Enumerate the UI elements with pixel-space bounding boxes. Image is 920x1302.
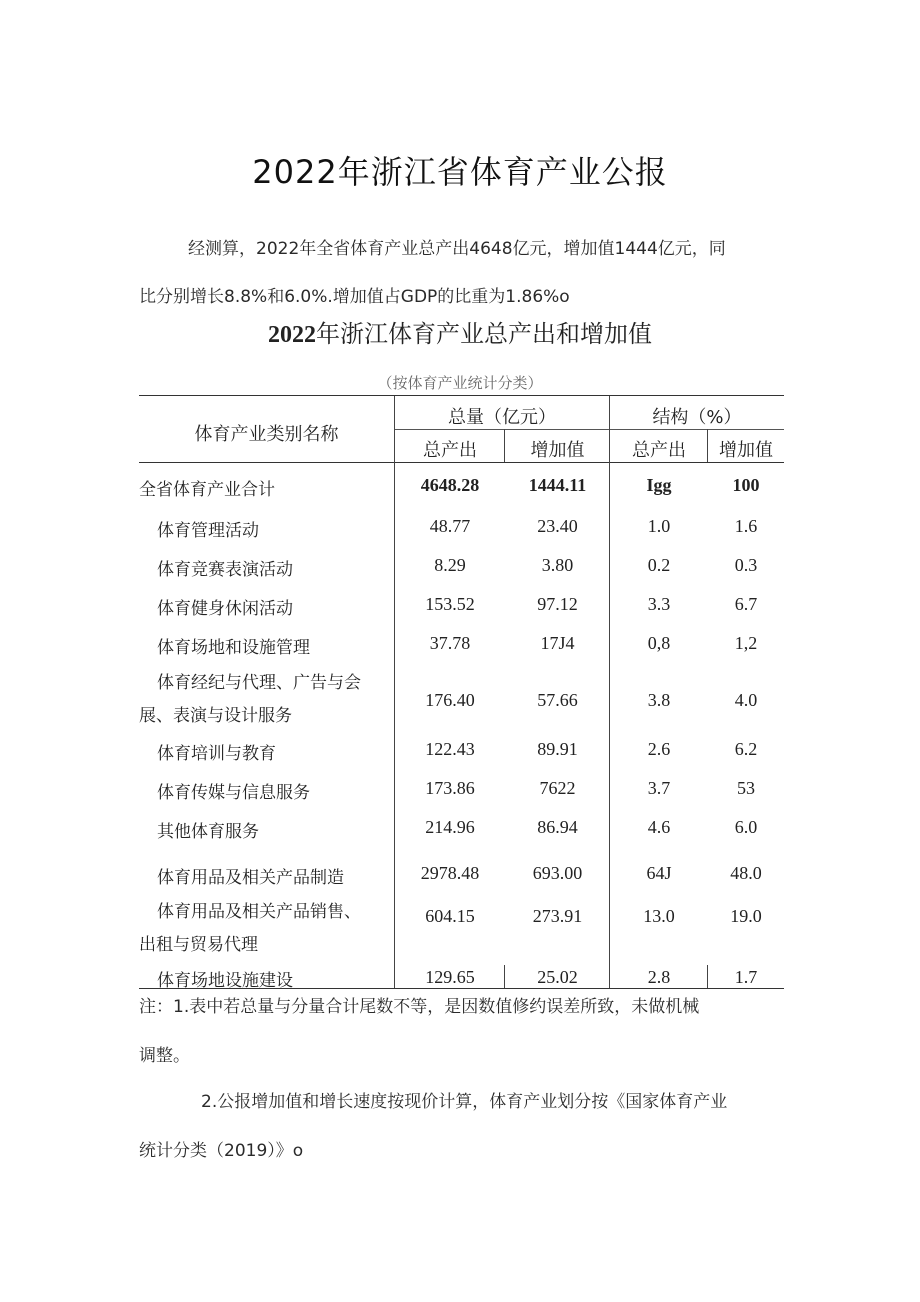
cell-added: 3.80 [541, 555, 574, 575]
row-label: 体育传媒与信息服务 [157, 783, 310, 803]
note-2-line-2: 统计分类（2019）》o [139, 1141, 304, 1161]
table-title [0, 314, 920, 349]
cell-struct-output: 13.0 [643, 906, 675, 926]
cell-struct-added: 1,2 [734, 633, 758, 653]
cell-added: 273.91 [532, 906, 583, 926]
cell-struct-output: 2.8 [647, 967, 671, 987]
table-subheader-rule [395, 429, 784, 430]
cell-struct-output: 64J [646, 863, 672, 883]
table-top-rule [139, 395, 784, 396]
cell-output: 4648.28 [420, 475, 480, 495]
cell-struct-added: 1.7 [734, 967, 758, 987]
cell-added: 97.12 [537, 594, 578, 614]
cell-added: 7622 [539, 778, 576, 798]
cell-added: 86.94 [537, 817, 578, 837]
cell-struct-added: 100 [732, 475, 760, 495]
cell-struct-added: 53 [737, 778, 755, 798]
cell-added: 17J4 [540, 633, 575, 653]
cell-added: 89.91 [537, 739, 578, 759]
document-title: 2022年浙江省体育产业公报 [252, 153, 668, 191]
cell-struct-added: 0.3 [734, 555, 758, 575]
row-label: 体育用品及相关产品制造 [157, 868, 344, 888]
cell-struct-added: 6.0 [734, 817, 758, 837]
cell-output: 604.15 [425, 906, 475, 926]
cell-struct-output: 3.7 [647, 778, 671, 798]
cell-output: 173.86 [425, 778, 475, 798]
cell-struct-added: 1.6 [734, 516, 758, 536]
cell-output: 129.65 [425, 967, 475, 987]
header-total-output: 总产出 [423, 440, 477, 461]
note-1-line-1: 注：1.表中若总量与分量合计尾数不等，是因数值修约误差所致，未做机械 [139, 997, 700, 1017]
cell-output: 2978.48 [420, 863, 480, 883]
cell-struct-added: 19.0 [730, 906, 762, 926]
row-label: 体育场地设施建设 [157, 971, 293, 991]
summary-line-2: 比分别增长8.8%和6.0%.增加值占GDP的比重为1.86%o [139, 287, 570, 307]
row-label: 体育场地和设施管理 [157, 638, 310, 658]
classification-note: （按体育产业统计分类） [377, 374, 543, 392]
note-1-line-2: 调整。 [139, 1046, 190, 1066]
header-category: 体育产业类别名称 [194, 424, 339, 445]
row-label-multiline [139, 668, 361, 726]
cell-output: 176.40 [425, 690, 475, 710]
cell-struct-added: 6.2 [734, 739, 758, 759]
cell-output: 122.43 [425, 739, 475, 759]
header-struct-value-added: 增加值 [719, 440, 773, 461]
row-label: 其他体育服务 [157, 822, 259, 842]
cell-output: 8.29 [434, 555, 466, 575]
cell-added: 1444.11 [528, 475, 587, 495]
row-label-line-1: 体育用品及相关产品销售、 [157, 902, 361, 922]
cell-added: 57.66 [537, 690, 578, 710]
summary-line-1: 经测算，2022年全省体育产业总产出4648亿元，增加值1444亿元，同 [188, 239, 726, 259]
row-label-multiline [139, 897, 361, 955]
header-structure-group: 结构（%） [652, 407, 742, 428]
cell-struct-output: 0.2 [647, 555, 671, 575]
cell-struct-output: 3.8 [647, 690, 671, 710]
cell-struct-output: 0,8 [647, 633, 671, 653]
table-header-bottom-rule [139, 462, 784, 463]
cell-struct-added: 6.7 [734, 594, 758, 614]
cell-output: 37.78 [429, 633, 471, 653]
row-label: 体育竞赛表演活动 [157, 560, 293, 580]
cell-struct-added: 4.0 [734, 690, 758, 710]
cell-output: 153.52 [425, 594, 475, 614]
cell-added: 23.40 [537, 516, 578, 536]
header-struct-output: 总产出 [632, 440, 686, 461]
row-label: 体育培训与教育 [157, 744, 276, 764]
cell-added: 25.02 [537, 967, 578, 987]
cell-struct-output: Igg [646, 475, 672, 495]
row-label: 全省体育产业合计 [139, 480, 275, 500]
header-total-group: 总量（亿元） [448, 407, 556, 428]
row-label: 体育管理活动 [157, 521, 259, 541]
table-title-year: 2022 [268, 322, 316, 348]
row-label-line-2: 展、表演与设计服务 [139, 706, 292, 726]
table-title-text: 年浙江体育产业总产出和增加值 [316, 320, 652, 348]
cell-struct-output: 4.6 [647, 817, 671, 837]
cell-struct-output: 1.0 [647, 516, 671, 536]
cell-output: 214.96 [425, 817, 475, 837]
cell-struct-output: 3.3 [647, 594, 671, 614]
note-2-line-1: 2.公报增加值和增长速度按现价计算，体育产业划分按《国家体育产业 [201, 1092, 728, 1112]
cell-struct-output: 2.6 [647, 739, 671, 759]
cell-output: 48.77 [429, 516, 471, 536]
row-label-line-1: 体育经纪与代理、广告与会 [157, 673, 361, 693]
row-label: 体育健身休闲活动 [157, 599, 293, 619]
cell-struct-added: 48.0 [730, 863, 762, 883]
header-value-added: 增加值 [530, 440, 585, 461]
row-label-line-2: 出租与贸易代理 [139, 935, 258, 955]
cell-added: 693.00 [532, 863, 583, 883]
